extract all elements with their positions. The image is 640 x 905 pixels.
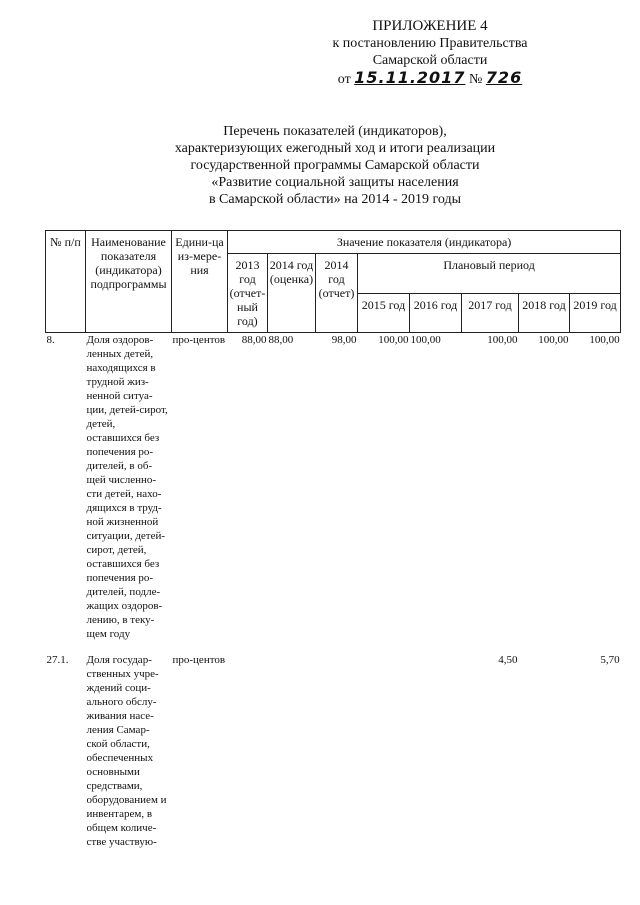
header-2017: 2017 год bbox=[462, 293, 519, 333]
row-value-2016: 100,00 bbox=[410, 334, 441, 346]
row-num: 8. bbox=[46, 334, 55, 346]
header-value-group: Значение показателя (индикатора) bbox=[228, 231, 621, 254]
row-value-2017: 100,00 bbox=[487, 334, 518, 346]
document-heading bbox=[130, 123, 540, 208]
header-2018: 2018 год bbox=[519, 293, 570, 333]
indicators-table bbox=[45, 230, 621, 849]
header-2013: 2013 год (отчет-ный год) bbox=[228, 254, 268, 333]
header-2014-report: 2014 год (отчет) bbox=[316, 254, 358, 333]
header-2015: 2015 год bbox=[358, 293, 410, 333]
row-name: Доля государ-ственных учре-ждений соци-ального обслу-живания насе-ления Самар-ской области, обеспеченных основными средствами, оборудованием и инвентарем, в общем количе-стве участвую- bbox=[86, 654, 167, 848]
row-value-2014-estimate: 88,00 bbox=[268, 334, 294, 346]
heading-line-3: государственной программы Самарской области bbox=[190, 158, 480, 173]
heading-line-1: Перечень показателей (индикаторов), bbox=[223, 124, 447, 139]
header-2016: 2016 год bbox=[410, 293, 462, 333]
row-value-2014-report bbox=[316, 653, 358, 849]
row-value-2018: 100,00 bbox=[538, 334, 569, 346]
appendix-line-2: Самарской области bbox=[372, 53, 488, 68]
row-num: 27.1. bbox=[46, 654, 69, 666]
table-row bbox=[46, 333, 621, 654]
handwritten-date: 15.11.2017 bbox=[354, 68, 466, 87]
header-unit: Едини-ца из-мере-ния bbox=[172, 231, 228, 333]
row-value-2013: 88,00 bbox=[241, 334, 267, 346]
row-value-2017: 4,50 bbox=[498, 654, 518, 666]
row-value-2014-report: 98,00 bbox=[331, 334, 357, 346]
appendix-date-line bbox=[300, 69, 560, 88]
header-name: Наименование показателя (индикатора) подпрограммы bbox=[86, 231, 172, 333]
row-value-2018 bbox=[519, 653, 570, 849]
row-value-2019: 100,00 bbox=[589, 334, 620, 346]
row-unit: про-центов bbox=[172, 654, 226, 666]
heading-line-5: в Самарской области» на 2014 - 2019 годы bbox=[208, 192, 462, 207]
row-value-2015 bbox=[358, 653, 410, 849]
handwritten-number: 726 bbox=[485, 68, 523, 87]
number-sign: № bbox=[468, 72, 483, 87]
row-value-2015: 100,00 bbox=[378, 334, 409, 346]
header-2019: 2019 год bbox=[570, 293, 621, 333]
date-prefix: от bbox=[337, 72, 351, 87]
row-value-2013 bbox=[228, 653, 268, 849]
appendix-block bbox=[300, 18, 560, 88]
heading-line-2: характеризующих ежегодный ход и итоги реализации bbox=[174, 141, 496, 156]
row-name: Доля оздоров-ленных детей, находящихся в трудной жиз-ненной ситуа-ции, детей-сирот, детей, оставшихся без попечения ро-дителей, в об-щей численно-сти детей, нахо-дящихся в труд-ной жизненной ситуации, детей-сирот, детей, оставшихся без попечения ро-дителей, подле-жащих оздоров-лению, в теку-щем году bbox=[86, 334, 168, 640]
row-value-2014-estimate bbox=[268, 653, 316, 849]
row-value-2016 bbox=[410, 653, 462, 849]
row-value-2019: 5,70 bbox=[600, 654, 620, 666]
table-row bbox=[46, 653, 621, 849]
header-num: № п/п bbox=[46, 231, 86, 333]
header-plan-group: Плановый период bbox=[358, 254, 621, 294]
header-2014-estimate: 2014 год (оценка) bbox=[268, 254, 316, 333]
row-unit: про-центов bbox=[172, 334, 226, 346]
appendix-line-1: к постановлению Правительства bbox=[332, 36, 528, 51]
appendix-title: ПРИЛОЖЕНИЕ 4 bbox=[372, 18, 488, 34]
heading-line-4: «Развитие социальной защиты населения bbox=[211, 175, 459, 190]
